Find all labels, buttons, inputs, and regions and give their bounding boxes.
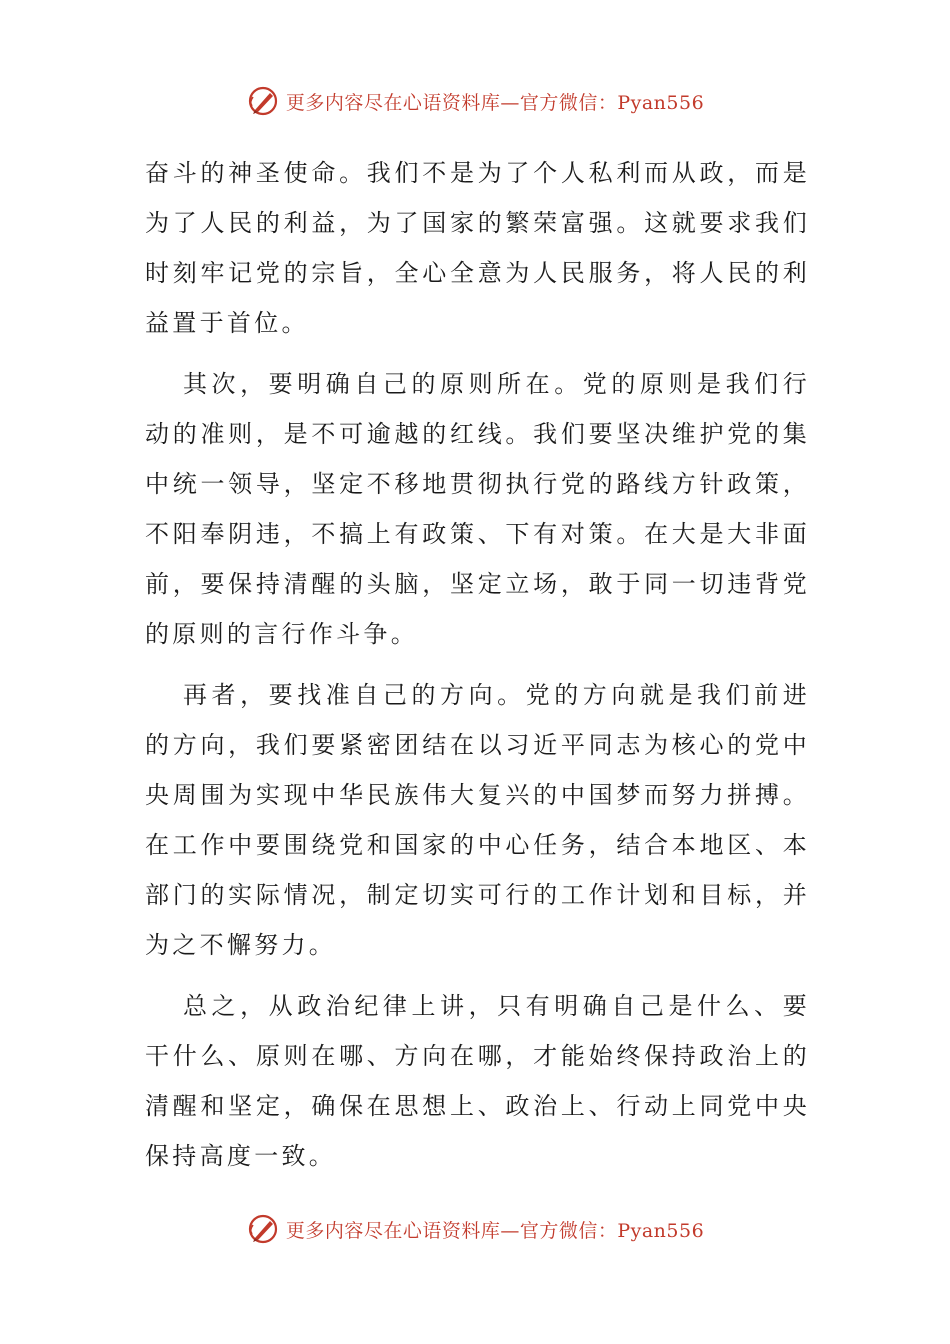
pen-circle-logo-icon: [246, 1212, 280, 1246]
footer-banner-text: [286, 1216, 704, 1243]
page-header-banner: [0, 84, 950, 118]
header-banner-text: [286, 88, 704, 115]
paragraph-4: 总之，从政治纪律上讲，只有明确自己是什么、要干什么、原则在哪、方向在哪，才能始终保持政治上的清醒和坚定，确保在思想上、政治上、行动上同党中央保持高度一致。: [145, 992, 810, 1170]
header-banner-wechat: 官方微信：Pyan556: [519, 91, 705, 114]
header-banner-main: 更多内容尽在心语资料库: [285, 91, 501, 114]
paragraph-2: 其次，要明确自己的原则所在。党的原则是我们行动的准则，是不可逾越的红线。我们要坚决维护党的集中统一领导，坚定不移地贯彻执行党的路线方针政策，不阳奉阴违，不搞上有政策、下有对策。在大是大非面前，要保持清醒的头脑，坚定立场，敢于同一切违背党的原则的言行作斗争。: [145, 370, 810, 648]
page-footer-banner: [0, 1212, 950, 1246]
footer-banner-main: 更多内容尽在心语资料库: [285, 1219, 501, 1242]
paragraph-1: 奋斗的神圣使命。我们不是为了个人私利而从政，而是为了人民的利益，为了国家的繁荣富强。这就要求我们时刻牢记党的宗旨，全心全意为人民服务，将人民的利益置于首位。: [145, 159, 810, 337]
footer-banner-wechat: 官方微信：Pyan556: [519, 1219, 705, 1242]
paragraph-3: 再者，要找准自己的方向。党的方向就是我们前进的方向，我们要紧密团结在以习近平同志为核心的党中央周围为实现中华民族伟大复兴的中国梦而努力拼搏。在工作中要围绕党和国家的中心任务，结合本地区、本部门的实际情况，制定切实可行的工作计划和目标，并为之不懈努力。: [145, 681, 810, 959]
footer-banner-separator: —: [500, 1219, 520, 1242]
header-banner-separator: —: [500, 91, 520, 114]
document-body: [145, 148, 810, 1192]
pen-circle-logo-icon: [246, 84, 280, 118]
